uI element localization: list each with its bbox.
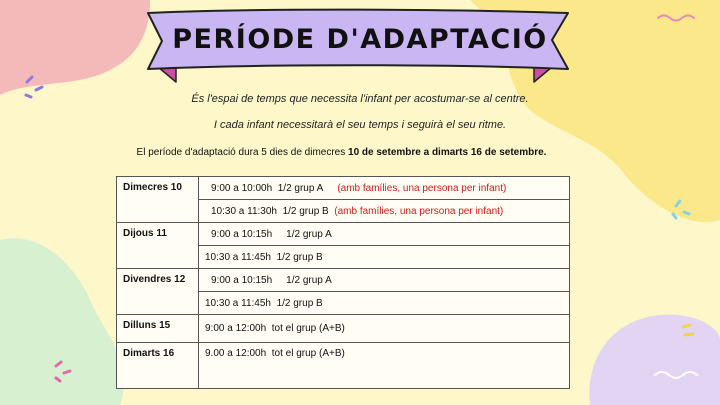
slot-group: tot el grup (A+B): [271, 348, 345, 359]
slot-time: 9:00 a 10:00h: [211, 182, 273, 194]
slot-time: 9:00 a 10:15h: [211, 274, 273, 286]
slot-time: 10:30 a 11:45h: [205, 297, 271, 309]
green-blob: [0, 238, 124, 405]
slot-time: 10:30 a 11:30h: [211, 205, 277, 217]
page-title: PERÍODE D'ADAPTACIÓ: [172, 23, 548, 55]
schedule-table: [116, 176, 570, 389]
slot-note: (amb famílies, una persona per infant): [334, 205, 504, 217]
summary-text: [0, 147, 683, 158]
lilac-blob: [589, 315, 720, 405]
table-row: [117, 269, 570, 292]
slot-group: 1/2 grup A: [286, 274, 332, 286]
table-row: [117, 177, 570, 200]
slot-time: 9:00 a 12:00h: [205, 323, 267, 334]
slot-time: 9.00 a 12:00h: [205, 348, 267, 359]
slot-cell: [199, 177, 570, 200]
summary-prefix: El període d'adaptació dura 5 dies de dimecres: [136, 147, 349, 158]
slot-note: (amb famílies, una persona per infant): [337, 182, 507, 194]
slot-group: 1/2 grup B: [282, 205, 329, 217]
day-cell: Dimecres 10: [117, 177, 199, 223]
slot-group: tot el grup (A+B): [271, 323, 345, 334]
day-cell: Dilluns 15: [117, 315, 199, 343]
intro-line-1: És l'espai de temps que necessita l'infant per acostumar-se al centre.: [191, 93, 529, 105]
table-row: [117, 315, 570, 343]
summary-dates: 10 de setembre a dimarts 16 de setembre.: [348, 147, 547, 158]
slot-cell: [199, 223, 570, 246]
table-row: [117, 343, 570, 389]
day-cell: Dimarts 16: [117, 343, 199, 389]
slot-time: 10:30 a 11:45h: [205, 251, 271, 263]
slot-cell: [199, 343, 570, 389]
slot-group: 1/2 grup A: [286, 228, 332, 240]
slot-group: 1/2 grup A: [277, 182, 324, 194]
slot-cell: [199, 315, 570, 343]
slot-cell: [199, 292, 570, 315]
slot-time: 9:00 a 10:15h: [211, 228, 273, 240]
slot-group: 1/2 grup B: [276, 251, 323, 263]
slot-cell: [199, 200, 570, 223]
slot-cell: [199, 269, 570, 292]
day-cell: Dijous 11: [117, 223, 199, 269]
table-row: [117, 223, 570, 246]
slot-cell: [199, 246, 570, 269]
slot-group: 1/2 grup B: [276, 297, 323, 309]
intro-line-2: I cada infant necessitarà el seu temps i seguirà el seu ritme.: [213, 119, 507, 131]
day-cell: Divendres 12: [117, 269, 199, 315]
